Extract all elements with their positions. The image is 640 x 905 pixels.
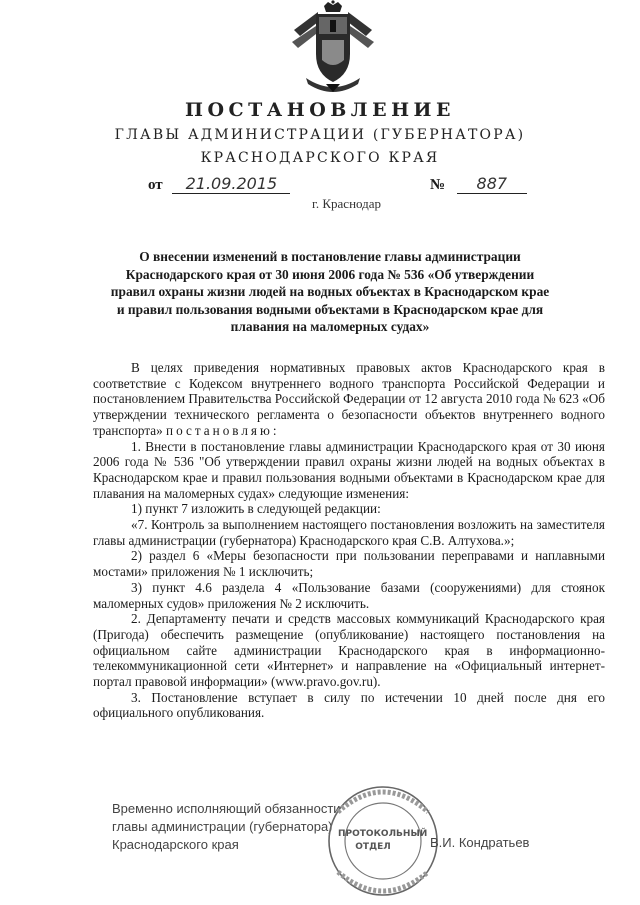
- intro-paragraph: [93, 360, 605, 439]
- signature-position-line1: Временно исполняющий обязанности: [112, 801, 341, 816]
- coat-of-arms-icon: [288, 0, 378, 96]
- signature-position-line2: главы администрации (губернатора): [112, 819, 333, 834]
- signature-position-line3: Краснодарского края: [112, 837, 239, 852]
- number-prefix: №: [430, 177, 446, 193]
- document-subtitle-authority: ГЛАВЫ АДМИНИСТРАЦИИ (ГУБЕРНАТОРА): [114, 127, 526, 143]
- item-1: 1. Внести в постановление главы администрации Краснодарского края от 30 июня 2006 года № 536 "Об утверждении правил охраны жизни людей на водных объектах в Краснодарском крае и правил пользования водными объектами в Краснодарском крае для плавания на маломерных судах» следующие изменения:: [93, 438, 605, 501]
- document-subtitle-region: КРАСНОДАРСКОГО КРАЯ: [200, 150, 440, 166]
- intro-keyword: постановляю:: [166, 422, 280, 438]
- item-1-1: 1) пункт 7 изложить в следующей редакции:: [131, 501, 381, 517]
- item-1-3: 3) пункт 4.6 раздела 4 «Пользование базами (сооружениями) для стоянок маломерных судов» приложения № 2 исключить.: [93, 579, 605, 611]
- stamp-text: [338, 828, 428, 854]
- document-date: [148, 174, 290, 194]
- item-3: 3. Постановление вступает в силу по истечении 10 дней после дня его официального опубликования.: [93, 689, 605, 721]
- stamp-line1: ПРОТОКОЛЬНЫЙ: [338, 829, 428, 839]
- document-body: [93, 360, 605, 721]
- date-value: 21.09.2015: [172, 174, 290, 194]
- date-prefix: от: [148, 177, 163, 193]
- stamp-line2: ОТДЕЛ: [355, 842, 391, 852]
- document-number: [430, 174, 527, 194]
- document-city: г. Краснодар: [312, 196, 382, 211]
- document-subject: О внесении изменений в постановление главы администрации Краснодарского края от 30 июня 2006 года № 536 «Об утверждении правил охраны жизни людей на водных объектах в Краснодарском крае и правил пользования водными объектами в Краснодарском крае для плавания на маломерных судах»: [110, 249, 550, 335]
- number-value: 887: [457, 174, 527, 194]
- signatory-name: В.И. Кондратьев: [430, 835, 530, 850]
- document-title: ПОСТАНОВЛЕНИЕ: [185, 99, 455, 121]
- item-1-2: 2) раздел 6 «Меры безопасности при пользовании переправами и наплавными мостами» приложения № 1 исключить;: [93, 548, 605, 580]
- item-1-1-quote: «7. Контроль за выполнением настоящего постановления возложить на заместителя главы администрации (губернатора) Краснодарского края С.В. Алтухова.»;: [93, 517, 605, 548]
- intro-text: В целях приведения нормативных правовых актов Краснодарского края в соответствие с Кодексом внутреннего водного транспорта Российской Федерации и постановлением Правительства Российской Федерации от 12 августа 2010 года № 623 «Об утверждении технического регламента о безопасности объектов внутреннего водного транспорта»: [93, 360, 605, 438]
- item-2: 2. Департаменту печати и средств массовых коммуникаций Краснодарского края (Пригода) обеспечить размещение (опубликование) настоящего постановления на официальном сайте администрации Краснодарского края в информационно-телекоммуникационной сети «Интернет» и направление на «Официальный интернет-портал правовой информации» (www.pravo.gov.ru).: [93, 611, 605, 690]
- signature-block: [112, 800, 341, 854]
